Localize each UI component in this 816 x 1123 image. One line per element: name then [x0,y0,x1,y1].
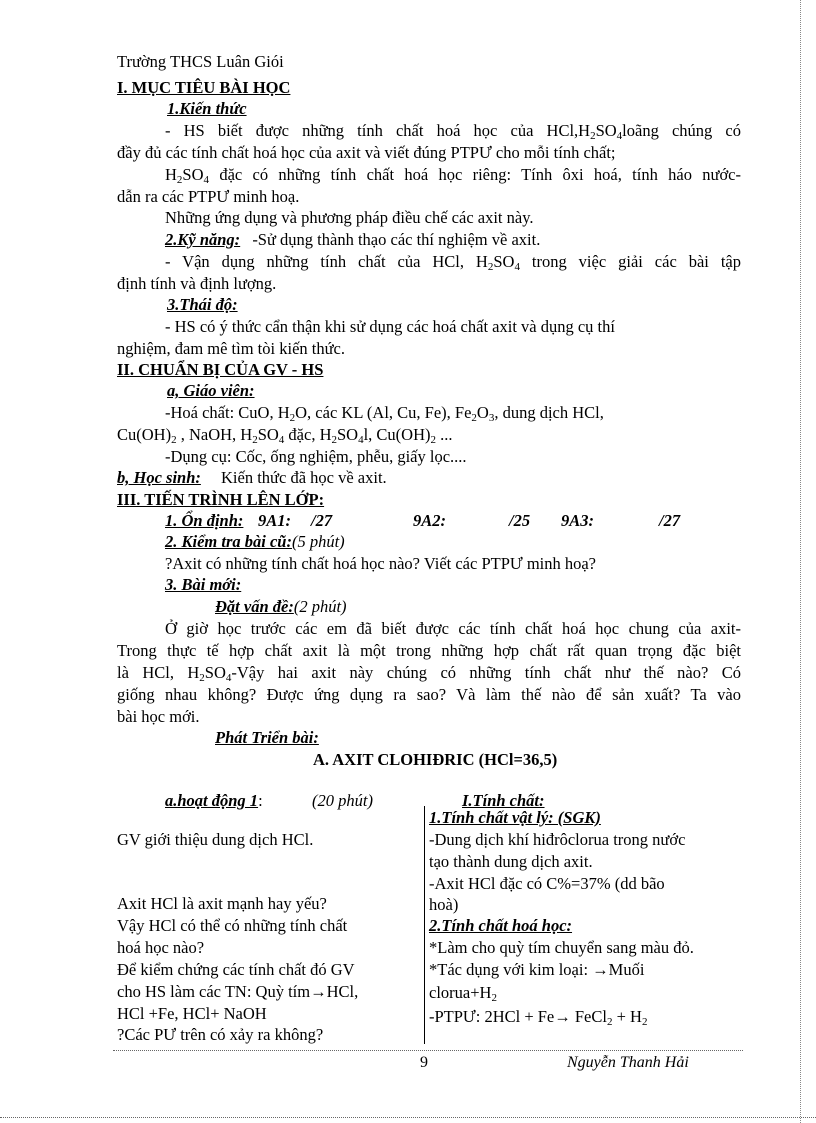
problem-heading: Đặt vấn đề:(2 phút) [215,597,347,616]
knowledge-line-1: - HS biết được những tính chất hoá học của $HCl,H_2SO_4loãng$ chúng có [165,121,741,142]
left-col-line-7: HCl +Fe, HCl+ NaOH [117,1004,267,1023]
left-col-line-3: Vậy HCl có thể có những tính chất [117,916,348,935]
right-col-line-5: *Làm cho quỳ tím chuyển sang màu đỏ. [429,938,694,957]
physical-properties-heading: 1.Tính chất vật lý: (SGK) [429,808,601,827]
right-col-line-3: -Axit HCl đặc có C%=37% (dd bão [429,874,665,893]
subsection-attitude: 3.Thái độ: [167,295,238,314]
left-col-line-8: ?Các PƯ trên có xảy ra không? [117,1025,324,1044]
section-preparation: II. CHUẨN BỊ CỦA GV - HS [117,360,324,379]
left-col-line-4: hoá học nào? [117,938,205,957]
teacher-chemicals-1: -Hoá chất: CuO, $H_2O$, các KL (Al, Cu, Fe), $Fe_2O_3$, dung dịch HCl, [165,403,604,424]
page-edge-right [800,0,801,1123]
intro-line-4: giống nhau không? Được ứng dụng ra sao? Và làm thế nào để sản xuất? Ta vào [117,685,741,704]
left-col-line-2: Axit HCl là axit mạnh hay yếu? [117,894,327,913]
footer-rule [113,1050,743,1051]
new-lesson-heading: 3. Bài mới: [165,575,242,594]
section-procedure: III. TIẾN TRÌNH LÊN LỚP: [117,490,325,509]
skills-line-3: định tính và định lượng. [117,274,277,293]
right-col-line-2: tạo thành dung dịch axit. [429,852,593,871]
activity-time: (20 phút) [312,791,373,810]
skills-line-1: 2.Kỹ năng: -Sử dụng thành thạo các thí nghiệm về axit. [165,230,541,249]
page-edge-bottom [0,1117,816,1118]
section-objectives: I. MỤC TIÊU BÀI HỌC [117,78,291,97]
left-col-line-6: cho HS làm các TN: Quỳ tím→HCl, [117,982,359,1001]
subsection-knowledge: 1.Kiến thức [167,99,247,118]
teacher-chemicals-2: $Cu(OH)_2$ , NaOH, $H_2SO_4$ đặc, $H_2SO_4l$, $Cu(OH)_2$ ... [117,425,453,446]
table-divider [424,806,425,1044]
knowledge-line-2: đầy đủ các tính chất hoá học của axit và viết đúng PTPƯ cho mỗi tính chất; [117,143,616,162]
intro-line-1: Ở giờ học trước các em đã biết được các tính chất hoá học chung của axit- [165,619,741,638]
development-heading: Phát Triển bài: [215,728,319,747]
class-stabilize: 1. Ổn định: 9A1: /27 9A2: /25 9A3: /27 [165,511,681,530]
student-line: b, Học sinh: Kiến thức đã học về axit. [117,468,387,487]
chemical-properties-heading: 2.Tính chất hoá học: [429,916,573,935]
school-name: Trường THCS Luân Giói [117,52,284,71]
subsection-teacher: a, Giáo viên: [167,381,255,400]
page-number: 9 [420,1054,428,1071]
review-heading: 2. Kiểm tra bài cũ:(5 phút) [165,532,345,551]
knowledge-line-5: Những ứng dụng và phương pháp điều chế các axit này. [165,208,534,227]
skills-line-2: - Vận dụng những tính chất của HCl, $H_2SO_4$ trong việc giải các bài tập [165,252,741,273]
left-col-line-5: Để kiểm chứng các tính chất đó GV [117,960,355,979]
attitude-line-2: nghiệm, đam mê tìm tòi kiến thức. [117,339,345,358]
right-col-line-1: -Dung dịch khí hiđrôclorua trong nước [429,830,686,849]
knowledge-line-3: $H_2SO_4$ đặc có những tính chất hoá học riêng: Tính ôxi hoá, tính háo nước- [165,165,741,186]
attitude-line-1: - HS có ý thức cẩn thận khi sử dụng các hoá chất axit và dụng cụ thí [165,317,615,336]
right-col-line-4: hoà) [429,895,459,914]
activity-heading: a.hoạt động 1: [165,791,263,810]
lesson-title: A. AXIT CLOHIĐRIC (HCl=36,5) [313,750,558,769]
right-col-line-7: $clorua+H_2$ [429,983,497,1004]
teacher-tools: -Dụng cụ: Cốc, ống nghiệm, phễu, giấy lọc.... [165,447,467,466]
knowledge-line-4: dẫn ra các PTPƯ minh hoạ. [117,187,300,206]
properties-heading: I.Tính chất: [462,791,545,810]
intro-line-5: bài học mới. [117,707,200,726]
intro-line-3: là HCl, $H_2SO_4$-Vậy hai axit này chúng có những tính chất như thế nào? Có [117,663,741,684]
left-col-line-1: GV giới thiệu dung dịch HCl. [117,830,314,849]
right-col-line-6: *Tác dụng với kim loại: →Muối [429,960,645,979]
intro-line-2: Trong thực tế hợp chất axit là một trong những hợp chất rất quan trọng đặc biệt [117,641,741,660]
review-question: ?Axit có những tính chất hoá học nào? Viết các PTPƯ minh hoạ? [165,554,597,573]
right-col-line-8: -PTPƯ: 2HCl + Fe→ FeCl$_2$ + $H_2$ [429,1007,648,1028]
author-name: Nguyễn Thanh Hải [567,1054,689,1071]
